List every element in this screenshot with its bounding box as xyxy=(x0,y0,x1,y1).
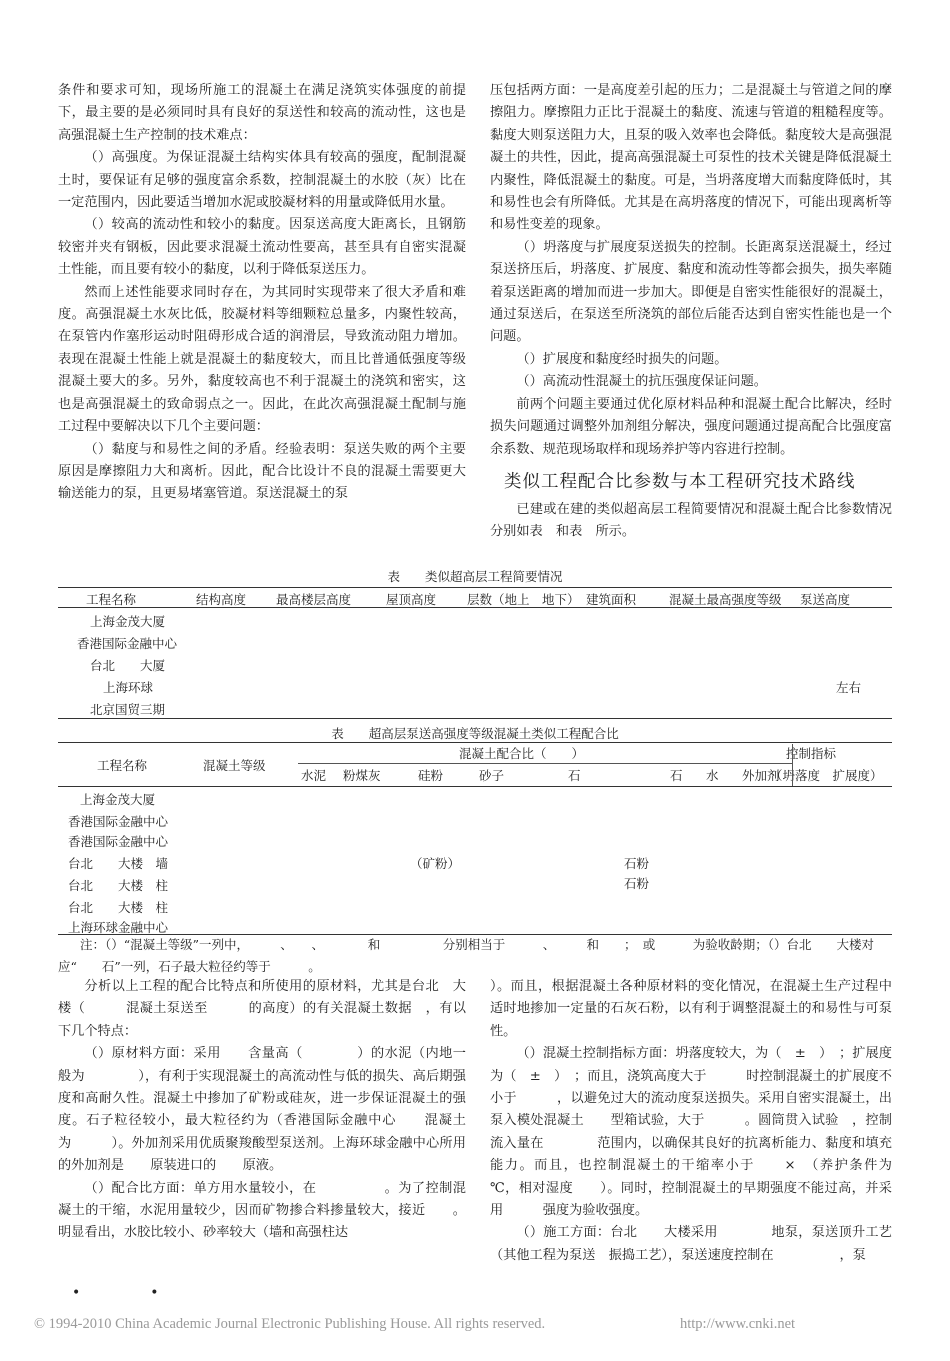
body-paragraph: 然而上述性能要求同时存在，为其同时实现带来了很大矛盾和难度。高强混凝土水灰比低，胶凝材料等细颗粒总量多，内聚性较高，在泵管内作塞形运动时阻碍形成合适的润滑层，导致流动阻力增加。表现在混凝土性能上就是混凝土的黏度较大，而且比普通低强度等级混凝土要大的多。另外，黏度较高也不利于混凝土的浇筑和密实，这也是高强混凝土的致命弱点之一。因此，在此次高强混凝土配制与施工过程中要解决以下几个主要问题： xyxy=(58,284,466,435)
body-paragraph: （）较高的流动性和较小的黏度。因泵送高度大距离长，且钢筋较密并夹有钢板，因此要求混凝土流动性要高，甚至具有自密实混凝土性能，而且要有较小的黏度，以利于降低泵送压力。 xyxy=(58,217,466,278)
table2-top-rule xyxy=(58,742,892,743)
table2-header-name: 工程名称 xyxy=(97,758,148,773)
table2-row-name: 上海环球金融中心 xyxy=(68,920,169,935)
table2-subheader-control: （坍落度 扩展度） xyxy=(770,768,883,783)
table2-row-name: 上海金茂大厦 xyxy=(80,792,156,807)
table2-header-mix: 混凝土配合比（ ） xyxy=(459,746,585,761)
table2-header-control: 控制指标 xyxy=(786,746,837,761)
table2-subheader: 石 xyxy=(670,768,683,783)
table2-subheader: 硅粉 xyxy=(418,768,444,783)
body-paragraph: （）坍落度与扩展度泵送损失的控制。长距离泵送混凝土，经过泵送挤压后，坍落度、扩展度、黏度和流动性等都会损失，损失率随着泵送距离的增加而进一步加大。即便是自密实性能很好的混凝土，通过泵送后，在泵送至所浇筑的部位后能否达到自密实性能也是一个问题。 xyxy=(490,239,892,345)
table1-header-cell: 混凝土最高强度等级 xyxy=(669,592,782,607)
table2-column-divider xyxy=(792,744,793,786)
table2-subheader: 粉煤灰 xyxy=(343,768,381,783)
table-note-line2: 应“ 石”一列，石子最大粒径约等于 。 xyxy=(58,959,321,974)
page-number-dots: • • xyxy=(72,1285,187,1301)
table2-cell-mark: 石粉 xyxy=(624,876,650,891)
body-paragraph: （）扩展度和黏度经时损失的问题。 xyxy=(516,351,728,367)
table2-row-name: 香港国际金融中心 xyxy=(68,834,169,849)
table2-subheader: 砂子 xyxy=(479,768,505,783)
table1-row-name: 上海环球 xyxy=(103,680,154,695)
body-paragraph: （）施工方面：台北 大楼采用 地泵，泵送顶升工艺（其他工程为泵送 振捣工艺），泵送速度控制在 ，泵 xyxy=(490,1225,892,1263)
table2-subheader: 水泥 xyxy=(301,768,327,783)
body-paragraph: （）高流动性混凝土的抗压强度保证问题。 xyxy=(516,374,767,390)
footer-copyright: © 1994-2010 China Academic Journal Electronic Publishing House. All rights reserved. xyxy=(34,1316,546,1332)
body-paragraph: ）。而且，根据混凝土各种原材料的变化情况，在混凝土生产过程中适时地掺加一定量的石灰石粉，以有利于调整混凝土的和易性与可泵性。 xyxy=(490,979,892,1039)
table1-header-rule xyxy=(58,607,892,608)
body-paragraph: 分析以上工程的配合比特点和所使用的原材料，尤其是台北 大楼（ 混凝土泵送至 的高度）的有关混凝土数据 ，有以下几个特点： xyxy=(58,979,466,1039)
body-paragraph: 前两个问题主要通过优化原材料品种和混凝土配合比解决，经时损失问题通过调整外加剂组分解决，强度问题通过提高配合比强度富余系数、规范现场取样和现场养护等内容进行控制。 xyxy=(490,396,892,457)
table-note xyxy=(58,934,892,978)
table2-subheader: 外加剂 xyxy=(742,768,780,783)
table2-caption: 表 超高层泵送高强度等级混凝土类似工程配合比 xyxy=(331,726,619,741)
table1-header-cell: 屋顶高度 xyxy=(386,592,437,607)
body-paragraph: 压包括两方面：一是高度差引起的压力；二是混凝土与管道之间的摩擦阻力。摩擦阻力正比于混凝土的黏度、流速与管道的粗糙程度等。黏度大则泵送阻力大，且泵的吸入效率也会降低。黏度较大是高强混凝土的共性，因此，提高高强混凝土可泵性的技术关键是降低混凝土内聚性，降低混凝土的黏度。可是，当坍落度增大而黏度降低时，其和易性也会有所降低。尤其是在高坍落度的情况下，可能出现离析等和易性变差的现象。 xyxy=(490,83,892,233)
left-column-bottom xyxy=(58,976,466,1245)
body-paragraph: （）原材料方面：采用 含量高（ ）的水泥（内地一般为 ），有利于实现混凝土的高流动性与低的损失、高后期强度和高耐久性。混凝土中掺加了矿粉或硅灰，进一步保证混凝土的强度。石子粒径较小，最大粒径约为（香港国际金融中心 混凝土为 ）。外加剂采用优质聚羧酸型泵送剂。上海环球金融中心所用的外加剂是 原装进口的 原液。 xyxy=(58,1046,466,1174)
table2-header-rule xyxy=(58,786,892,787)
table2-row-name: 香港国际金融中心 xyxy=(68,814,169,829)
table1-row-name: 上海金茂大厦 xyxy=(90,614,166,629)
table1-header-cell: 层数（地上 地下） xyxy=(467,592,580,607)
table1-extra-value: 左右 xyxy=(836,680,862,695)
table2-cell-mark: 石粉 xyxy=(624,856,650,871)
table1-header-cell: 泵送高度 xyxy=(800,592,851,607)
section-paragraph: 已建或在建的类似超高层工程简要情况和混凝土配合比参数情况分别如表 和表 所示。 xyxy=(490,501,892,540)
left-column-top xyxy=(58,80,466,506)
body-paragraph: （）配合比方面：单方用水量较小，在 。为了控制混凝土的干缩，水泥用量较少，因而矿物掺合料掺量较大，接近 。明显看出，水胶比较小、砂率较大（墙和高强柱达 xyxy=(58,1180,466,1241)
table2-row-name: 台北 大楼 墙 xyxy=(68,856,169,871)
table1-header-cell: 最高楼层高度 xyxy=(276,592,352,607)
right-top-paragraphs xyxy=(490,80,892,461)
table1-caption: 表 类似超高层工程简要情况 xyxy=(387,569,563,584)
table2-row-name: 台北 大楼 柱 xyxy=(68,878,169,893)
table1-header-cell: 结构高度 xyxy=(196,592,247,607)
table2-header-grade: 混凝土等级 xyxy=(203,758,266,773)
body-paragraph: （）高强度。为保证混凝土结构实体具有较高的强度，配制混凝土时，要保证有足够的强度富余系数，控制混凝土的水胶（灰）比在一定范围内，因此要适当增加水泥或胶凝材料的用量或降低用水量。 xyxy=(58,150,466,211)
footer-url[interactable]: http://www.cnki.net xyxy=(680,1316,796,1332)
table2-subheader: 石 xyxy=(568,768,581,783)
body-paragraph: 条件和要求可知，现场所施工的混凝土在满足浇筑实体强度的前提下，最主要的是必须同时具有良好的泵送性和较高的流动性，这也是高强混凝土生产控制的技术难点： xyxy=(58,83,466,143)
table1-header-cell: 建筑面积 xyxy=(586,592,637,607)
table2-cell-mark: （矿粉） xyxy=(410,856,461,871)
table1-row-name: 香港国际金融中心 xyxy=(77,636,178,651)
table1-header-cell: 工程名称 xyxy=(86,592,137,607)
table2-row-name: 台北 大楼 柱 xyxy=(68,900,169,915)
table2-mix-underline xyxy=(298,763,792,764)
table1-top-rule xyxy=(58,587,892,588)
body-paragraph: （）黏度与和易性之间的矛盾。经验表明：泵送失败的两个主要原因是摩擦阻力大和离析。因此，配合比设计不良的混凝土需要更大输送能力的泵，且更易堵塞管道。泵送混凝土的泵 xyxy=(58,441,466,502)
table-note-line1: 注：（）“混凝土等级”一列中， 、 、 和 分别相当于 、 和 ； 或 为验收龄期；（）台北 大楼对 xyxy=(80,937,875,952)
right-column-top xyxy=(490,80,892,544)
section-title: 类似工程配合比参数与本工程研究技术路线 xyxy=(504,471,856,492)
table1-bottom-rule xyxy=(58,718,892,719)
right-column-bottom xyxy=(490,976,919,1267)
table2-subheader: 水 xyxy=(706,768,719,783)
body-paragraph: （）混凝土控制指标方面：坍落度较大，为（ ± ） ；扩展度为（ ± ） ；而且，浇筑高度大于 时控制混凝土的扩展度不小于 ，以避免过大的流动度泵送损失。采用自密实混凝土，出泵入模处混凝土 型箱试验，大于 。圆筒贯入试验 ，控制流入量在 范围内，以确保其良好的抗离析能力、黏度和填充能力。而且，也控制混凝土的干缩率小于 × （养护条件为 ℃，相对湿度 ）。同时，控制混凝土的早期强度不能过高，并采用 强度为验收强度。 xyxy=(490,1046,919,1219)
table1-row-name: 台北 大厦 xyxy=(90,658,166,673)
table1-row-name: 北京国贸三期 xyxy=(90,702,166,717)
